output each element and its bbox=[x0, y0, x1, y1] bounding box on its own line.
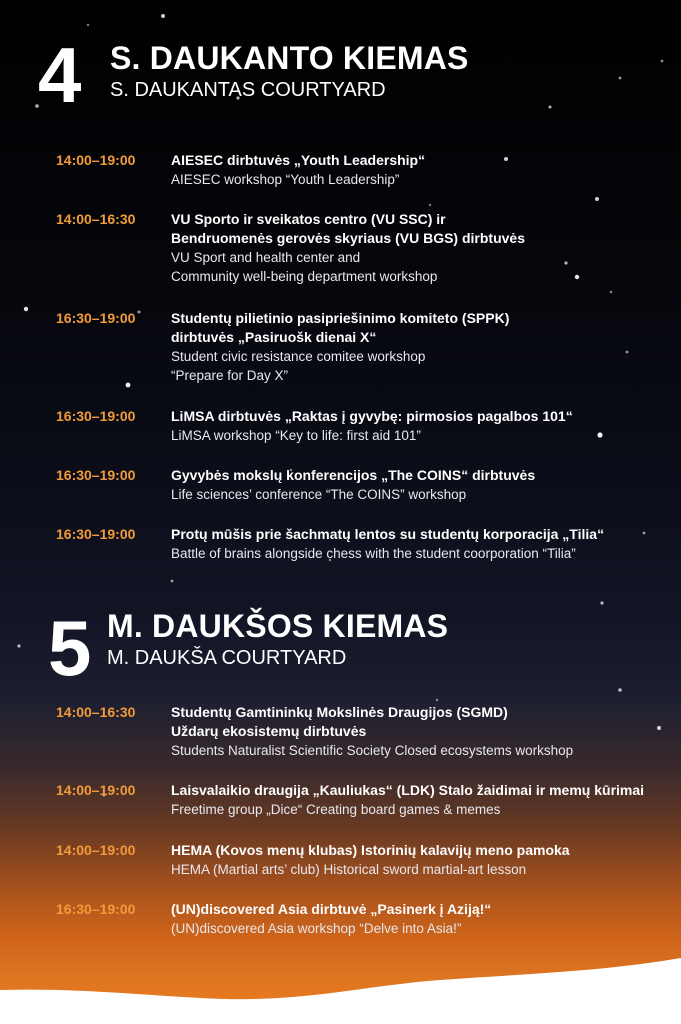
section-number: 4 bbox=[38, 31, 82, 119]
event-time: 16:30–19:00 bbox=[56, 526, 136, 542]
star bbox=[17, 644, 20, 647]
star bbox=[619, 77, 622, 80]
star bbox=[126, 383, 131, 388]
bottom-wave-decoration bbox=[0, 954, 681, 1024]
event-time: 14:00–19:00 bbox=[56, 152, 136, 168]
section-number: 5 bbox=[48, 604, 92, 692]
event-title-en: HEMA (Martial arts’ club) Historical sword martial-art lesson bbox=[171, 862, 527, 877]
event-title-lt: VU Sporto ir sveikatos centro (VU SSC) ir bbox=[171, 211, 446, 227]
star bbox=[171, 580, 174, 583]
event-time: 16:30–19:00 bbox=[56, 310, 136, 326]
event-title-lt: dirbtuvės „Pasiruošk dienai X“ bbox=[171, 329, 377, 345]
event-time: 16:30–19:00 bbox=[56, 408, 136, 424]
event-time: 14:00–16:30 bbox=[56, 211, 136, 227]
event-title-en: (UN)discovered Asia workshop “Delve into Asia!” bbox=[171, 921, 462, 936]
event-time: 14:00–19:00 bbox=[56, 782, 136, 798]
star bbox=[618, 688, 622, 692]
event-title-en: AIESEC workshop “Youth Leadership” bbox=[171, 172, 400, 187]
event-title-lt: Gyvybės mokslų konferencijos „The COINS“ dirbtuvės bbox=[171, 467, 536, 483]
event-title-lt: HEMA (Kovos menų klubas) Istorinių kalavijų meno pamoka bbox=[171, 842, 570, 858]
event-time: 16:30–19:00 bbox=[56, 467, 136, 483]
event-title-en: VU Sport and health center and bbox=[171, 250, 361, 265]
event-title-en: Life sciences’ conference “The COINS” workshop bbox=[171, 487, 467, 502]
section-title: M. DAUKŠOS KIEMAS bbox=[107, 608, 449, 644]
star bbox=[436, 699, 438, 701]
event-title-lt: (UN)discovered Asia dirbtuvė „Pasinerk į Aziją!“ bbox=[171, 901, 492, 917]
event-title-lt: Uždarų ekosistemų dirbtuvės bbox=[171, 723, 367, 739]
star bbox=[600, 601, 603, 604]
event-title-en: Community well-being department workshop bbox=[171, 269, 438, 284]
event-title-lt: LiMSA dirbtuvės „Raktas į gyvybę: pirmosios pagalbos 101“ bbox=[171, 408, 573, 424]
event-time: 16:30–19:00 bbox=[56, 901, 136, 917]
star bbox=[87, 24, 89, 26]
event-time: 14:00–19:00 bbox=[56, 842, 136, 858]
event-title-en: Battle of brains alongside chess with the student coorporation “Tilia” bbox=[171, 546, 576, 561]
star bbox=[138, 311, 141, 314]
star bbox=[429, 204, 431, 206]
section-title: S. DAUKANTO KIEMAS bbox=[110, 40, 469, 76]
section-subtitle: S. DAUKANTAS COURTYARD bbox=[110, 79, 386, 101]
event-title-en: LiMSA workshop “Key to life: first aid 101” bbox=[171, 428, 421, 443]
event-title-en: “Prepare for Day X” bbox=[171, 368, 289, 383]
event-title-lt: Bendruomenės gerovės skyriaus (VU BGS) dirbtuvės bbox=[171, 230, 525, 246]
star bbox=[595, 197, 599, 201]
star bbox=[161, 14, 165, 18]
star bbox=[661, 60, 664, 63]
star bbox=[24, 307, 28, 311]
event-title-lt: AIESEC dirbtuvės „Youth Leadership“ bbox=[171, 152, 426, 168]
event-title-lt: Studentų Gamtininkų Mokslinės Draugijos (SGMD) bbox=[171, 704, 508, 720]
event-title-en: Students Naturalist Scientific Society Closed ecosystems workshop bbox=[171, 743, 574, 758]
star bbox=[610, 291, 613, 294]
event-title-lt: Studentų pilietinio pasipriešinimo komiteto (SPPK) bbox=[171, 310, 510, 326]
star bbox=[549, 106, 552, 109]
event-title-en: Student civic resistance comitee workshop bbox=[171, 349, 426, 364]
event-title-en: Freetime group „Dice“ Creating board games & memes bbox=[171, 802, 501, 817]
event-title-lt: Laisvalaikio draugija „Kauliukas“ (LDK) Stalo žaidimai ir memų kūrimai bbox=[171, 782, 645, 798]
event-title-lt: Protų mūšis prie šachmatų lentos su studentų korporacija „Tilia“ bbox=[171, 526, 605, 542]
event-time: 14:00–16:30 bbox=[56, 704, 136, 720]
section-subtitle: M. DAUKŠA COURTYARD bbox=[107, 647, 347, 669]
